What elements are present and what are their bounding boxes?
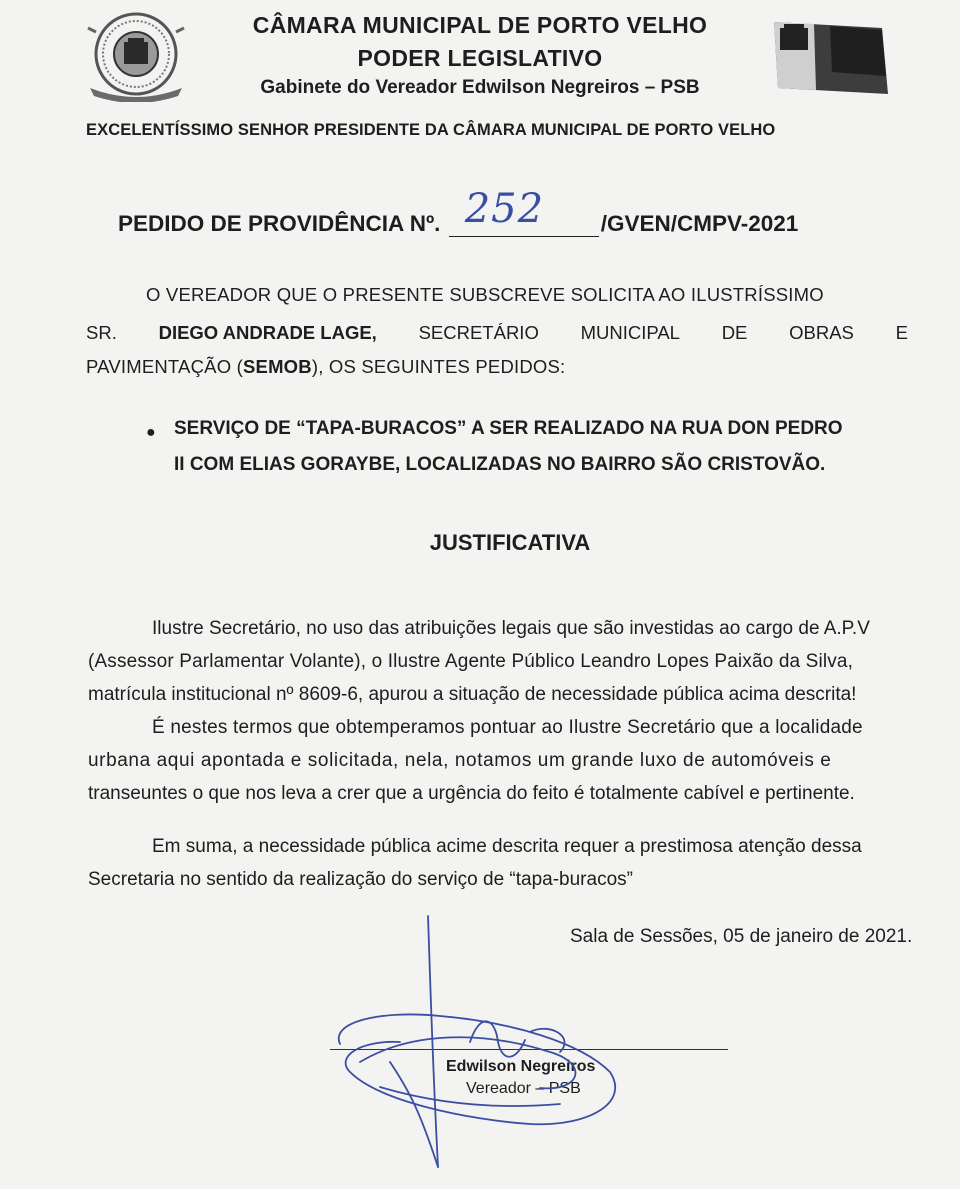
request-item-line-2: II COM ELIAS GORAYBE, LOCALIZADAS NO BAIRRO SÃO CRISTOVÃO. xyxy=(174,454,826,475)
intro-word: DE xyxy=(721,322,748,343)
handwritten-number: 252 xyxy=(464,186,545,232)
intro-word: E xyxy=(895,322,908,343)
intro-word: OBRAS xyxy=(789,322,854,343)
municipal-seal-icon xyxy=(86,10,186,102)
intro-line-2 xyxy=(86,322,908,344)
justification-line: Ilustre Secretário, no uso das atribuições legais que são investidas ao cargo de A.P.V xyxy=(152,618,870,639)
request-prefix: PEDIDO DE PROVIDÊNCIA Nº. xyxy=(118,211,441,236)
justification-line: matrícula institucional nº 8609-6, apurou a situação de necessidade pública acima descrita! xyxy=(88,684,857,705)
justification-title: JUSTIFICATIVA xyxy=(429,530,591,555)
justification-line: urbana aqui apontada e solicitada, nela, notamos um grande luxo de automóveis e xyxy=(88,750,832,771)
justification-line: transeuntes o que nos leva a crer que a urgência do feito é totalmente cabível e pertinente. xyxy=(88,783,855,804)
municipal-flag-icon xyxy=(770,16,890,98)
intro-word: SECRETÁRIO xyxy=(418,322,539,343)
justification-line: Secretaria no sentido da realização do serviço de “tapa-buracos” xyxy=(88,869,633,890)
semob-acronym: SEMOB xyxy=(242,356,312,377)
justification-line: Em suma, a necessidade pública acime descrita requer a prestimosa atenção dessa xyxy=(152,836,862,857)
intro-word: MUNICIPAL xyxy=(580,322,680,343)
secretary-name: DIEGO ANDRADE LAGE, xyxy=(158,322,377,343)
request-suffix: /GVEN/CMPV-2021 xyxy=(600,211,799,236)
session-date: Sala de Sessões, 05 de janeiro de 2021. xyxy=(570,926,913,947)
request-number-line xyxy=(118,186,799,237)
signatory-name: Edwilson Negreiros xyxy=(446,1058,596,1075)
addressee-line: EXCELENTÍSSIMO SENHOR PRESIDENTE DA CÂMARA MUNICIPAL DE PORTO VELHO xyxy=(86,121,776,139)
handwritten-signature-icon xyxy=(320,912,640,1182)
header-chamber-name: CÂMARA MUNICIPAL DE PORTO VELHO xyxy=(252,12,708,38)
intro-line-1: O VEREADOR QUE O PRESENTE SUBSCREVE SOLICITA AO ILUSTRÍSSIMO xyxy=(146,284,824,305)
header-office-name: Gabinete do Vereador Edwilson Negreiros – PSB xyxy=(260,77,700,98)
justification-line: (Assessor Parlamentar Volante), o Ilustre Agente Público Leandro Lopes Paixão da Silva, xyxy=(88,651,854,672)
intro-text: PAVIMENTAÇÃO ( xyxy=(86,356,243,377)
header-power-name: PODER LEGISLATIVO xyxy=(357,45,603,71)
intro-text: ), OS SEGUINTES PEDIDOS: xyxy=(311,356,566,377)
justification-line: É nestes termos que obtemperamos pontuar ao Ilustre Secretário que a localidade xyxy=(152,717,863,738)
intro-word: SR. xyxy=(86,322,117,343)
bullet-icon: ● xyxy=(146,424,156,441)
request-number-field xyxy=(449,186,599,237)
intro-line-3 xyxy=(86,356,565,378)
request-item-line-1: SERVIÇO DE “TAPA-BURACOS” A SER REALIZADO NA RUA DON PEDRO xyxy=(174,418,843,439)
signatory-role: Vereador – PSB xyxy=(466,1080,581,1097)
